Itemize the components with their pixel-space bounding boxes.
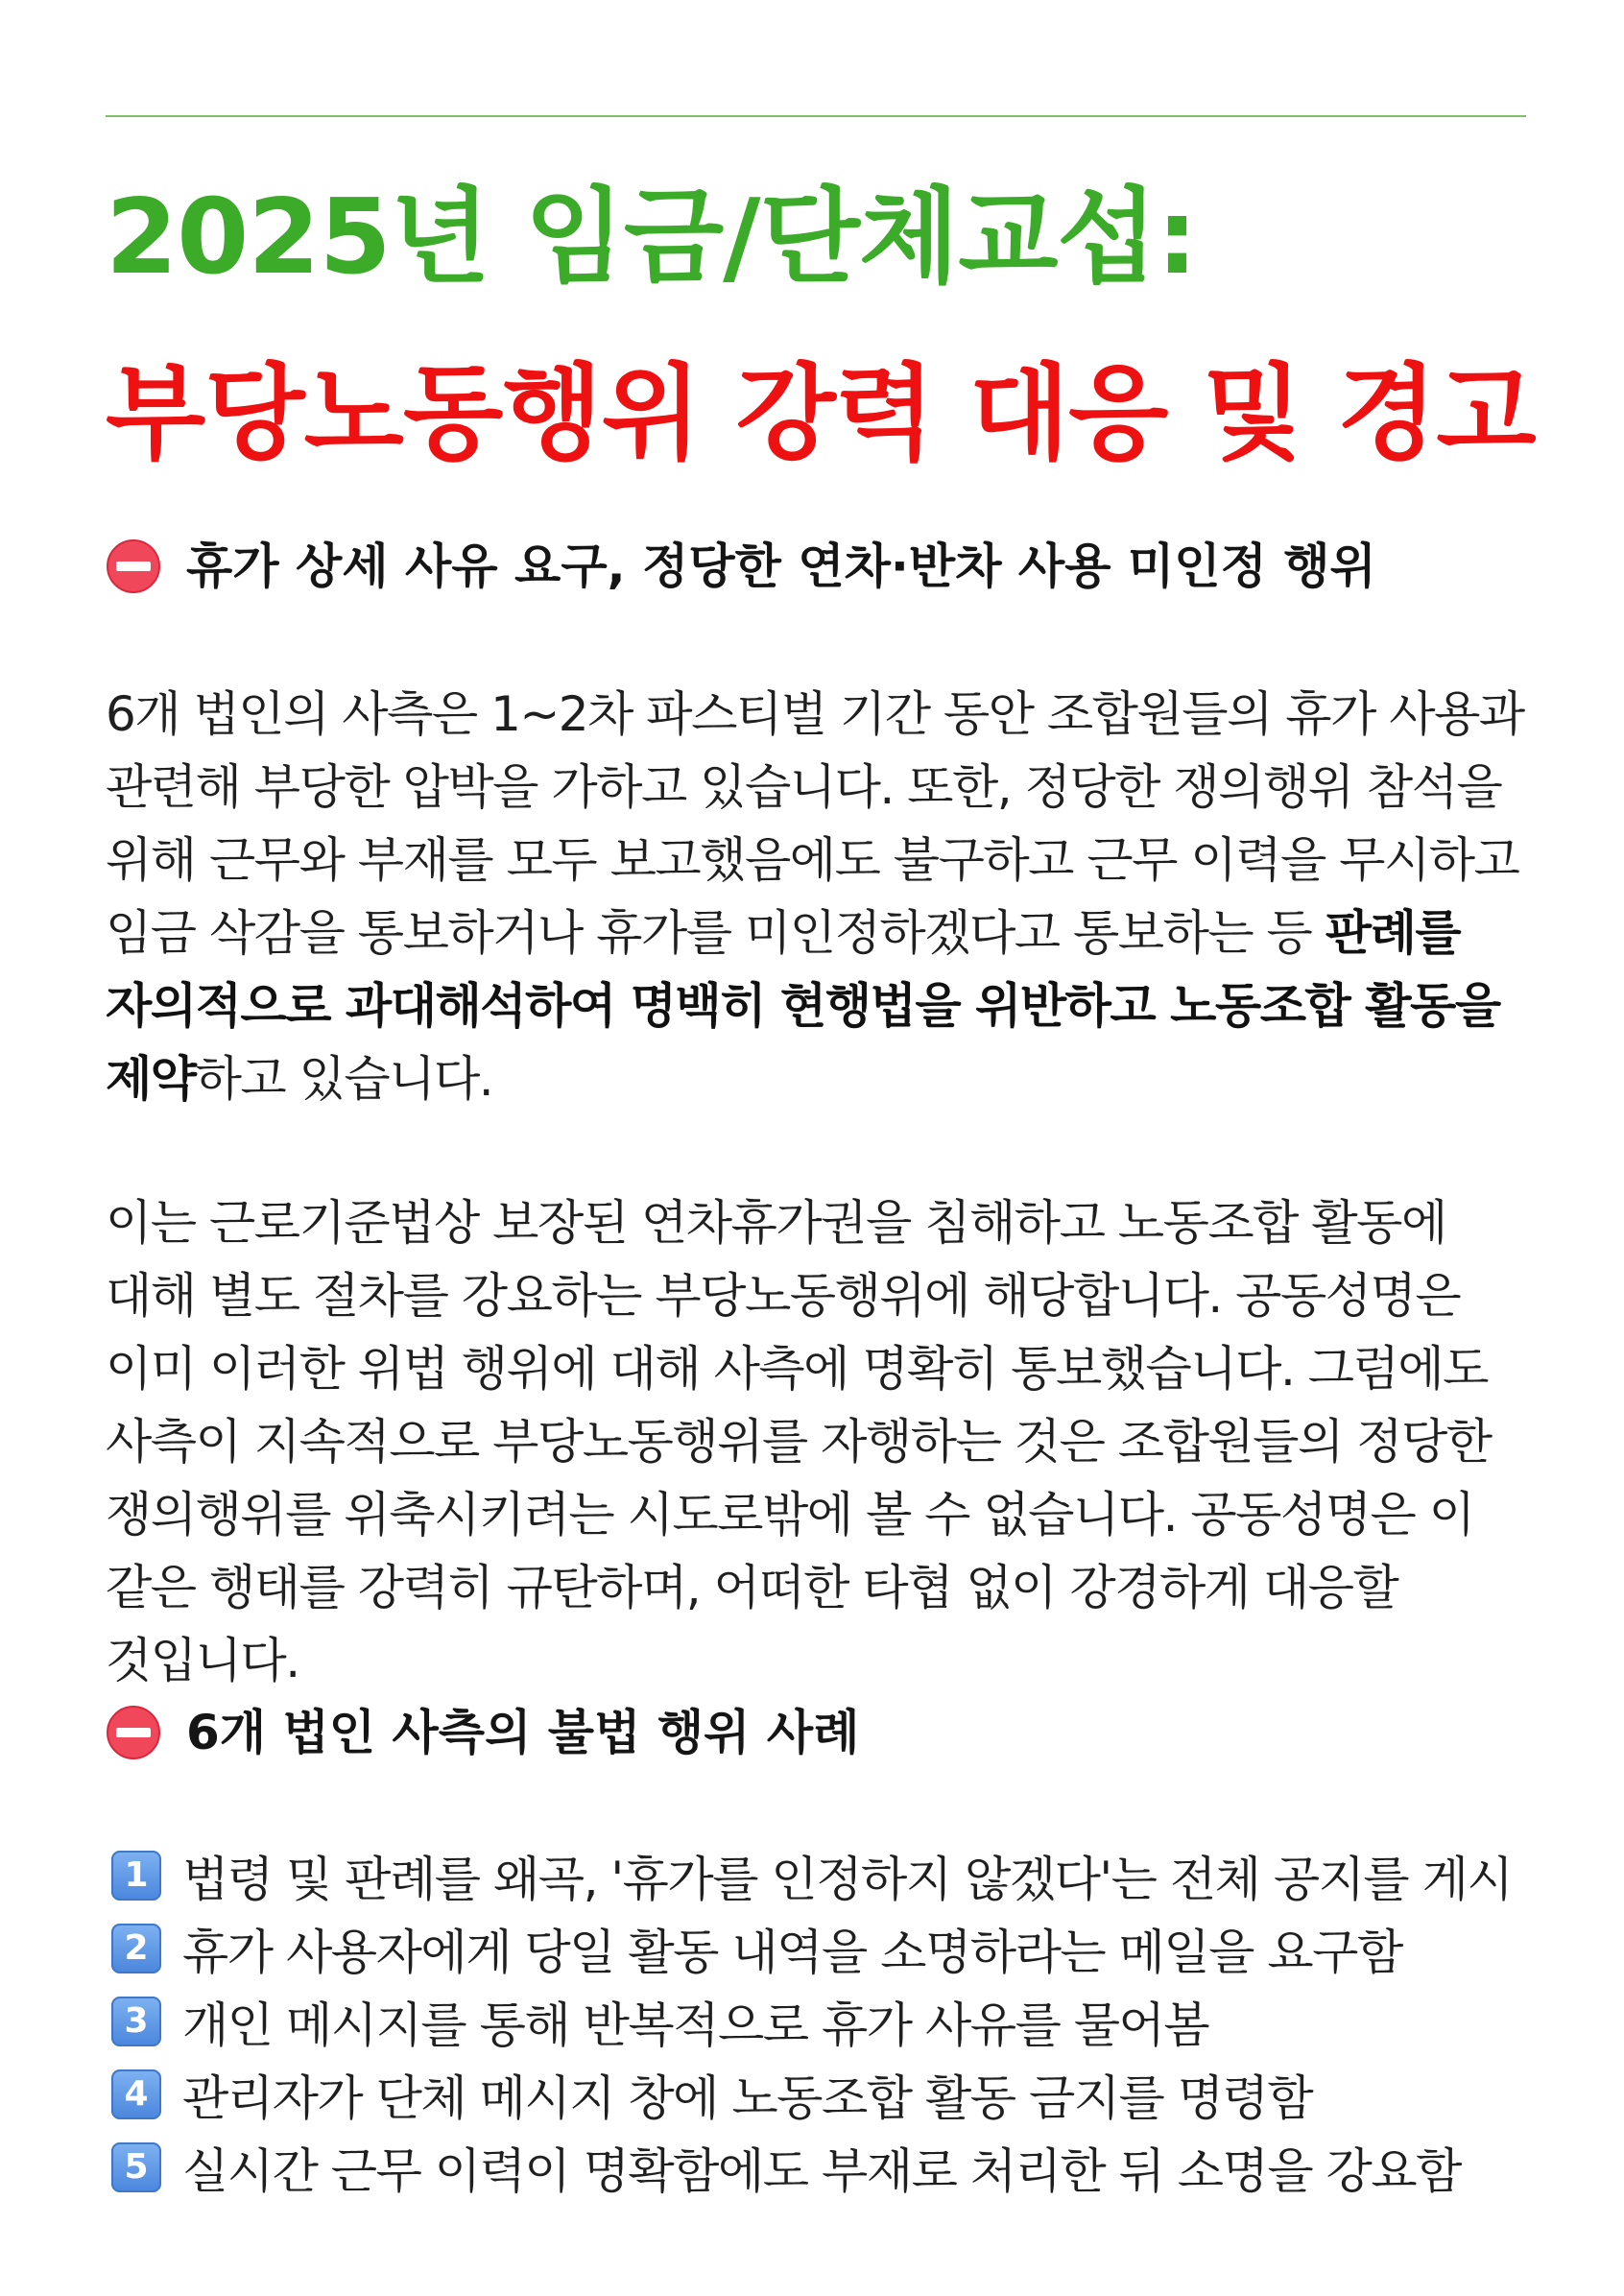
section-2-heading (106, 1699, 859, 1766)
section-1-paragraph-2: 이는 근로기준법상 보장된 연차휴가권을 침해하고 노동조합 활동에 대해 별도 절차를 강요하는 부당노동행위에 해당합니다. 공동성명은 이미 이러한 위법 행위에 대해 사측에 명확히 통보했습니다. 그럼에도 사측이 지속적으로 부당노동행위를 자행하는 것은 조합원들의 정당한 쟁의행위를 위축시키려는 시도로밖에 볼 수 없습니다. 공동성명은 이 같은 행태를 강력히 규탄하며, 어떠한 타협 없이 강경하게 대응할 것입니다. (106, 1195, 1492, 1688)
list-item (106, 2131, 1526, 2204)
section-1-paragraph-1 (106, 678, 1526, 1115)
paragraph-1-text: 6개 법인의 사측은 1~2차 파스티벌 기간 동안 조합원들의 휴가 사용과 관련해 부당한 압박을 가하고 있습니다. 또한, 정당한 쟁의행위 참석을 위해 근무와 부재를 모두 보고했음에도 불구하고 근무 이력을 무시하고 임금 삭감을 통보하거나 휴가를 미인정하겠다고 통보하는 등 (106, 686, 1524, 961)
list-item (106, 1912, 1526, 1985)
case-text: 관리자가 단체 메시지 창에 노동조합 활동 금지를 명령함 (182, 2070, 1313, 2126)
violation-case-list (106, 1839, 1526, 2204)
header-divider (106, 115, 1526, 117)
section-2-heading-text: 6개 법인 사측의 불법 행위 사례 (186, 1705, 860, 1760)
keycap-5-icon: 5 (111, 2142, 161, 2192)
paragraph-1-emphasis: 판례를 자의적으로 과대해석하여 명백히 현행법을 위반하고 노동조합 활동을 제약 (106, 905, 1500, 1107)
case-text: 법령 및 판례를 왜곡, '휴가를 인정하지 않겠다'는 전체 공지를 게시 (182, 1852, 1513, 1907)
case-text: 실시간 근무 이력이 명확함에도 부재로 처리한 뒤 소명을 강요함 (182, 2143, 1461, 2199)
title-line-1: 2025년 임금/단체교섭: (106, 178, 1198, 298)
keycap-4-icon: 4 (111, 2069, 161, 2119)
case-text: 개인 메시지를 통해 반복적으로 휴가 사유를 물어봄 (182, 1997, 1209, 2053)
keycap-1-icon: 1 (111, 1851, 161, 1901)
case-text: 휴가 사용자에게 당일 활동 내역을 소명하라는 메일을 요구함 (182, 1925, 1402, 1980)
list-item (106, 1839, 1526, 1912)
section-1-heading (106, 533, 1376, 600)
list-item (106, 2058, 1526, 2131)
paragraph-1-text-end: 하고 있습니다. (195, 1051, 493, 1107)
keycap-3-icon: 3 (111, 1997, 161, 2046)
keycap-2-icon: 2 (111, 1924, 161, 1973)
title-line-2: 부당노동행위 강력 대응 및 경고 (106, 354, 1536, 474)
section-1-heading-text: 휴가 상세 사유 요구, 정당한 연차·반차 사용 미인정 행위 (186, 538, 1376, 594)
list-item (106, 1985, 1526, 2058)
no-entry-icon (106, 538, 161, 594)
no-entry-icon (106, 1705, 161, 1760)
